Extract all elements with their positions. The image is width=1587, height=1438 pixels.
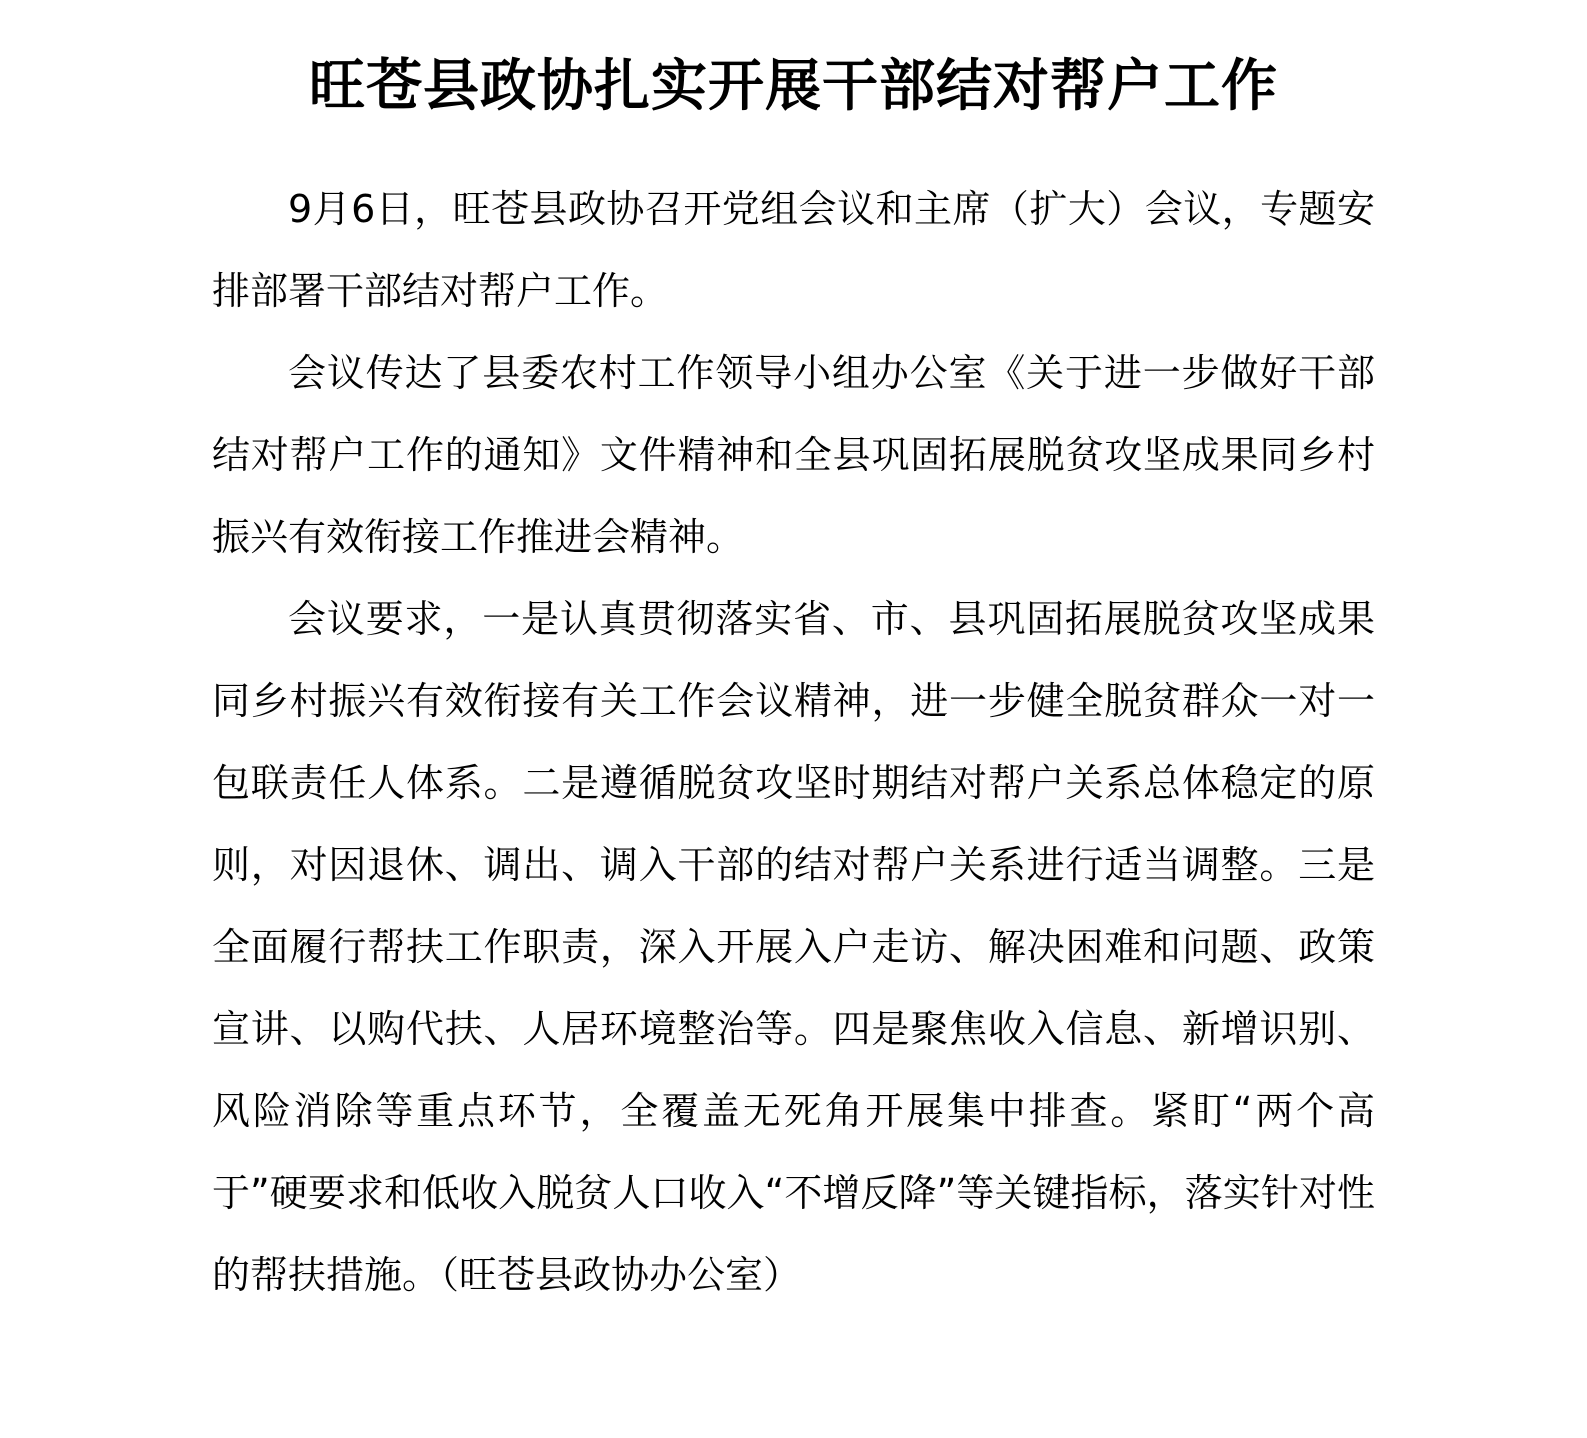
article-body [212, 168, 1375, 1316]
paragraph-meeting-date: 9月6日，旺苍县政协召开党组会议和主席（扩大）会议，专题安排部署干部结对帮户工作。 [212, 187, 1375, 313]
paragraph-requirements: 会议要求，一是认真贯彻落实省、市、县巩固拓展脱贫攻坚成果同乡村振兴有效衔接有关工作会议精神，进一步健全脱贫群众一对一包联责任人体系。二是遵循脱贫攻坚时期结对帮户关系总体稳定的原则，对因退休、调出、调入干部的结对帮户关系进行适当调整。三是全面履行帮扶工作职责，深入开展入户走访、解决困难和问题、政策宣讲、以购代扶、人居环境整治等。四是聚焦收入信息、新增识别、风险消除等重点环节，全覆盖无死角开展集中排查。紧盯“两个高于”硬要求和低收入脱贫人口收入“不增反降”等关键指标，落实针对性的帮扶措施。（旺苍县政协办公室） [212, 597, 1375, 1297]
paragraph-notice: 会议传达了县委农村工作领导小组办公室《关于进一步做好干部结对帮户工作的通知》文件精神和全县巩固拓展脱贫攻坚成果同乡村振兴有效衔接工作推进会精神。 [212, 351, 1375, 559]
article-title: 旺苍县政协扎实开展干部结对帮户工作 [309, 52, 1278, 119]
